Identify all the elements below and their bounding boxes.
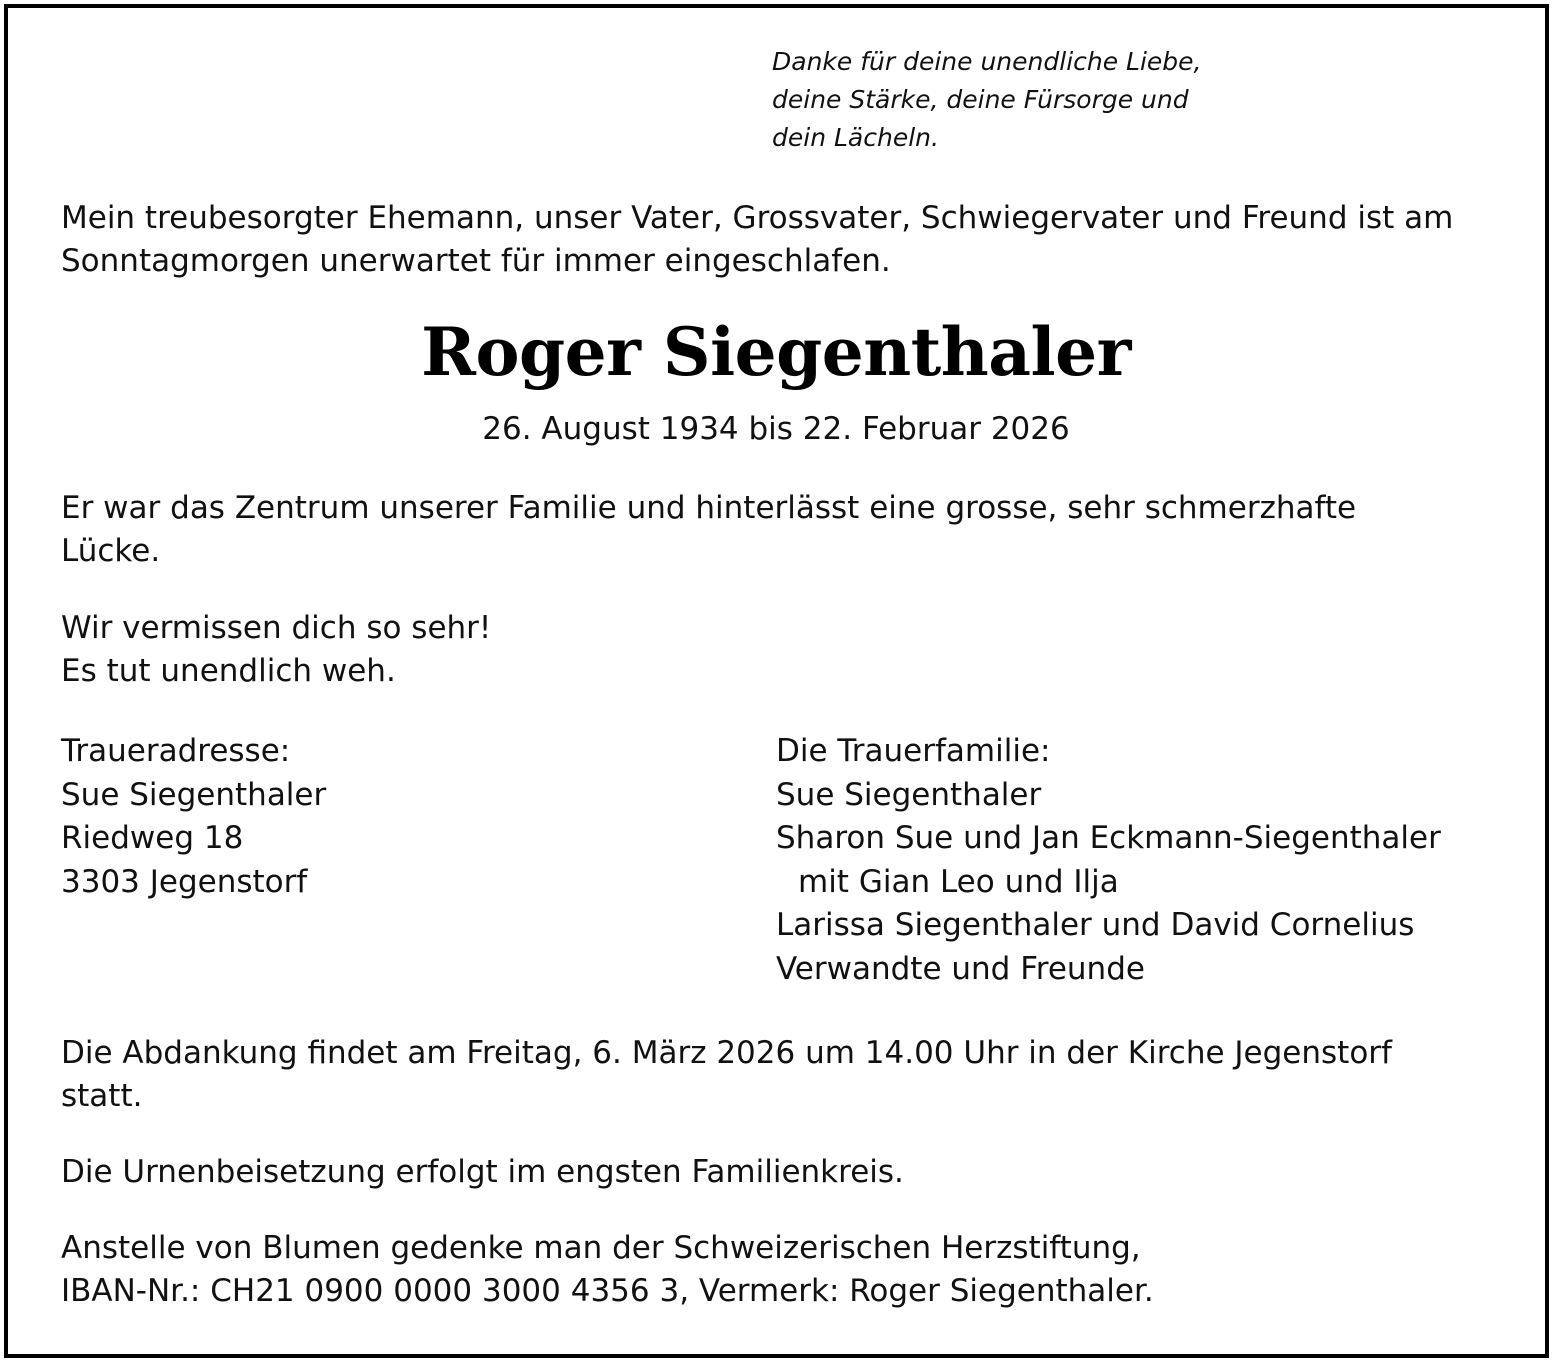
urn-line: Die Urnenbeisetzung erfolgt im engsten Familienkreis. [61, 1154, 904, 1190]
poem-line: deine Stärke, deine Fürsorge und [772, 85, 1189, 114]
intro-line: Mein treubesorgter Ehemann, unser Vater, Grossvater, Schwiegervater und Freund ist am [61, 200, 1454, 236]
address-line: Riedweg 18 [61, 820, 244, 856]
service-paragraph [61, 1032, 1392, 1118]
poem-line: Danke für deine unendliche Liebe, [772, 47, 1202, 76]
address-line: 3303 Jegenstorf [61, 863, 308, 900]
address-heading: Traueradresse: [61, 733, 291, 769]
mourning-address [61, 730, 326, 904]
family-line: Verwandte und Freunde [776, 950, 1145, 987]
intro-line: Sonntagmorgen unerwartet für immer eingeschlafen. [61, 243, 891, 279]
mourning-family [776, 730, 1441, 991]
donation-line: Anstelle von Blumen gedenke man der Schweizerischen Herzstiftung, [61, 1230, 1141, 1266]
family-line: Sharon Sue und Jan Eckmann-Siegenthaler [776, 820, 1441, 856]
donation-paragraph [61, 1227, 1154, 1313]
missing-line: Wir vermissen dich so sehr! [61, 610, 492, 646]
family-line: mit Gian Leo und Ilja [798, 863, 1119, 900]
tribute-line: Lücke. [61, 533, 161, 569]
urn-paragraph [61, 1151, 904, 1194]
poem-quote [772, 43, 1202, 157]
family-line: Sue Siegenthaler [776, 776, 1042, 813]
family-heading: Die Trauerfamilie: [776, 733, 1051, 769]
life-dates: 26. August 1934 bis 22. Februar 2026 [482, 411, 1070, 447]
address-line: Sue Siegenthaler [61, 776, 327, 813]
family-line: Larissa Siegenthaler und David Cornelius [776, 907, 1415, 943]
missing-line: Es tut unendlich weh. [61, 653, 396, 689]
poem-line: dein Lächeln. [772, 123, 939, 152]
service-line: statt. [61, 1078, 143, 1114]
missing-paragraph [61, 607, 491, 693]
deceased-name: Roger Siegenthaler [421, 313, 1131, 391]
intro-paragraph [61, 197, 1453, 283]
service-line: Die Abdankung findet am Freitag, 6. März 2026 um 14.00 Uhr in der Kirche Jegenstorf [61, 1035, 1392, 1071]
tribute-line: Er war das Zentrum unserer Familie und hinterlässt eine grosse, sehr schmerzhafte [61, 490, 1357, 526]
donation-line: IBAN-Nr.: CH21 0900 0000 3000 4356 3, Vermerk: Roger Siegenthaler. [61, 1273, 1154, 1309]
tribute-paragraph [61, 487, 1356, 573]
